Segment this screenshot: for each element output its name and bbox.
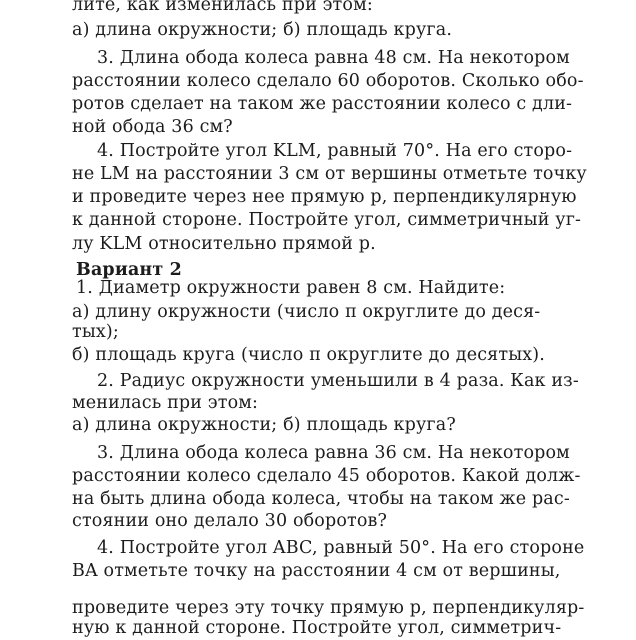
text-line: BA отметьте точку на расстоянии 4 см от вершины,	[72, 561, 561, 581]
text-line: тых);	[72, 322, 119, 342]
section-heading: Вариант 2	[76, 260, 182, 280]
text-line: ротов сделает на таком же расстоянии колесо с дли-	[72, 94, 573, 114]
text-line: 1. Диаметр окружности равен 8 см. Найдите:	[76, 278, 506, 298]
text-line: на быть длина обода колеса, чтобы на таком же рас-	[72, 489, 570, 509]
text-line: менилась при этом:	[72, 393, 259, 413]
text-line: лите, как изменилась при этом:	[72, 0, 373, 15]
text-line: ную к данной стороне. Постройте угол, симметрич-	[72, 618, 562, 638]
text-line: расстоянии колесо сделало 45 оборотов. Какой долж-	[72, 466, 581, 486]
text-line: не LM на расстоянии 3 см от вершины отметьте точку	[72, 164, 587, 184]
text-line: расстоянии колесо сделало 60 оборотов. Сколько обо-	[72, 71, 584, 91]
text-line: и проведите через нее прямую p, перпендикулярную	[72, 187, 577, 207]
text-line: 4. Постройте угол ABC, равный 50°. На его стороне	[97, 538, 585, 558]
text-line: а) длина окружности; б) площадь круга.	[72, 20, 453, 40]
text-line: лу KLM относительно прямой p.	[72, 234, 376, 254]
text-line: стоянии оно делало 30 оборотов?	[72, 511, 388, 531]
text-line: к данной стороне. Постройте угол, симметричный уг-	[72, 210, 582, 230]
text-line: 3. Длина обода колеса равна 48 см. На некотором	[97, 48, 570, 68]
text-line: а) длина окружности; б) площадь круга?	[72, 415, 456, 435]
text-line: б) площадь круга (число π округлите до десятых).	[72, 345, 545, 365]
text-line: ной обода 36 см?	[72, 117, 233, 137]
text-line: 2. Радиус окружности уменьшили в 4 раза. Как из-	[97, 371, 579, 391]
text-line: а) длину окружности (число π округлите до деся-	[72, 302, 541, 322]
text-line: 4. Постройте угол KLM, равный 70°. На его сторо-	[97, 141, 573, 161]
text-line: проведите через эту точку прямую p, перпендикуляр-	[72, 598, 585, 618]
text-line: 3. Длина обода колеса равна 36 см. На некотором	[97, 443, 570, 463]
